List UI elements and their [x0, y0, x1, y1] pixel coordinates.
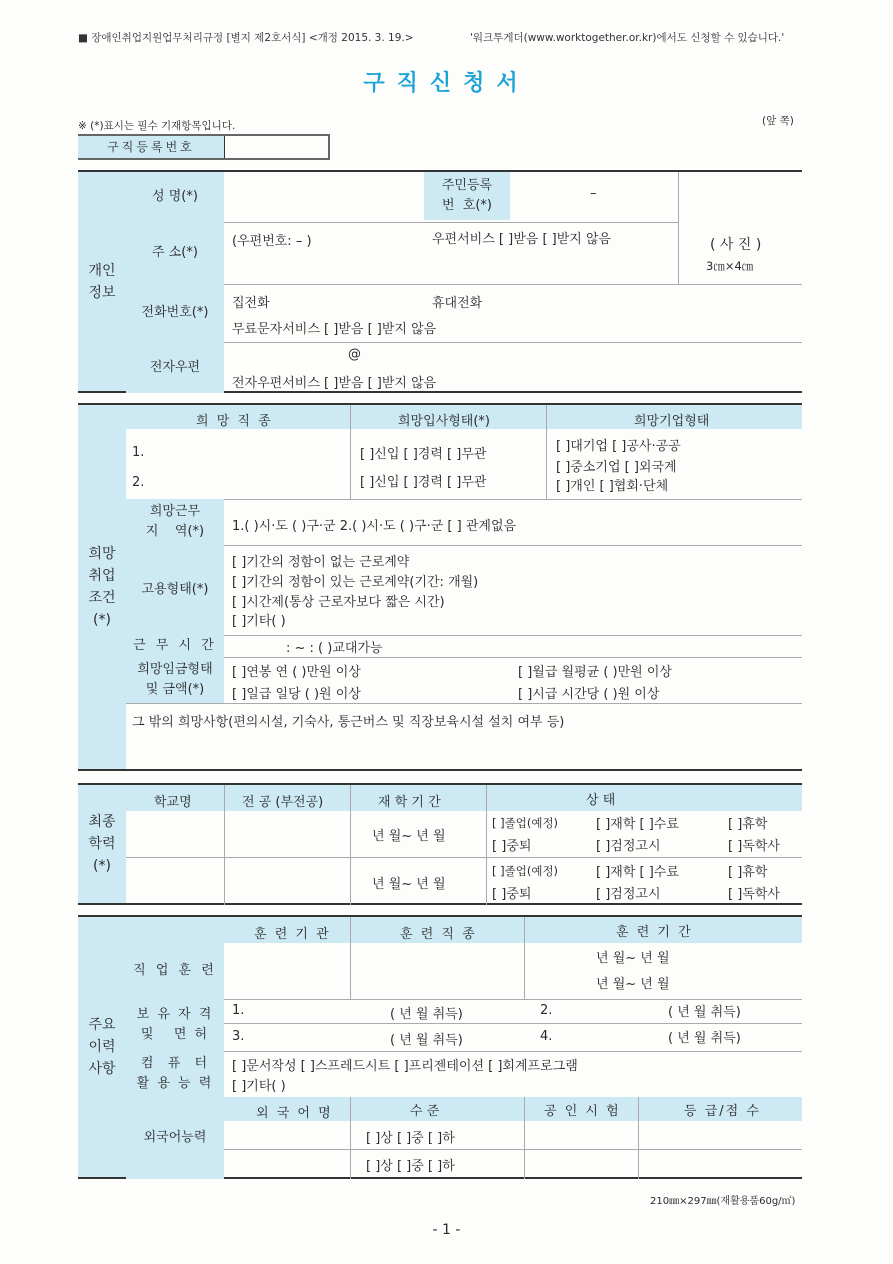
personal-section-label: 개인 정보 [78, 172, 126, 391]
edu-period-2[interactable]: 년 월~ 년 월 [372, 877, 446, 892]
online-notice: '워크투게더(www.worktogether.or.kr)에서도 신청할 수 있습니다.' [470, 32, 785, 44]
edu2-dropout[interactable]: [ ]중퇴 [492, 887, 532, 902]
cert-3[interactable]: 3. [232, 1029, 245, 1044]
mobile-phone[interactable]: 휴대전화 [432, 296, 483, 311]
career-section-label: 주요 이력 사항 [78, 917, 126, 1177]
edu-period-1[interactable]: 년 월~ 년 월 [372, 829, 446, 844]
hours-label: 근 무 시 간 [126, 635, 224, 657]
entry-2[interactable]: [ ]신입 [ ]경력 [ ]무관 [360, 475, 487, 490]
cert-3-date[interactable]: ( 년 월 취득) [390, 1033, 463, 1048]
col-test: 공 인 시 험 [544, 1104, 621, 1119]
other-requests[interactable]: 그 밖의 희망사항(편의시설, 기숙사, 통근버스 및 직장보육시설 설치 여부 등) [132, 715, 565, 730]
required-note: ※ (*)표시는 필수 기재항목입니다. [78, 120, 236, 132]
edu2-ged[interactable]: [ ]검정고시 [596, 887, 661, 902]
page-number: - 1 - [432, 1222, 461, 1238]
col-language: 외 국 어 명 [256, 1106, 333, 1121]
job-2[interactable]: 2. [132, 475, 145, 490]
name-label: 성 명(*) [126, 172, 224, 222]
enterprise-3[interactable]: [ ]개인 [ ]협회·단체 [556, 479, 669, 494]
edu1-graduated[interactable]: [ ]졸업(예정) [492, 816, 559, 830]
rrn-label: 주민등록 번 호(*) [424, 172, 510, 220]
computer-skills[interactable]: [ ]문서작성 [ ]스프레드시트 [ ]프리젠테이션 [ ]회계프로그램 [232, 1059, 578, 1074]
region-label: 희망근무 지 역(*) [126, 499, 224, 545]
wage-annual[interactable]: [ ]연봉 연 ( )만원 이상 [232, 665, 361, 680]
edu2-selfstudy[interactable]: [ ]독학사 [728, 887, 780, 902]
edu1-leave[interactable]: [ ]휴학 [728, 817, 768, 832]
emp-option-2[interactable]: [ ]기간의 정함이 있는 근로계약(기간: 개월) [232, 575, 479, 590]
col-level: 수 준 [410, 1104, 440, 1119]
enterprise-2[interactable]: [ ]중소기업 [ ]외국계 [556, 460, 677, 475]
edu1-enrolled[interactable]: [ ]재학 [ ]수료 [596, 817, 679, 832]
col-major: 전 공 (부전공) [242, 795, 324, 810]
home-phone[interactable]: 집전화 [232, 296, 270, 311]
computer-label: 컴 퓨 터 활 용 능 력 [126, 1051, 224, 1097]
rrn-dash: – [590, 186, 597, 201]
edu1-dropout[interactable]: [ ]중퇴 [492, 839, 532, 854]
front-page-label: (앞 쪽) [762, 115, 794, 127]
wage-label: 희망임금형태 및 금액(*) [126, 657, 224, 703]
emp-option-1[interactable]: [ ]기간의 정함이 없는 근로계약 [232, 555, 410, 570]
cert-4-date[interactable]: ( 년 월 취득) [668, 1031, 741, 1046]
conditions-section-label: 희망 취업 조건 (*) [78, 405, 126, 769]
regulation-header: ■ 장애인취업지원업무처리규정 [별지 제2호서식] <개정 2015. 3. 19.> [78, 32, 414, 44]
col-status: 상 태 [586, 793, 616, 808]
paper-spec: 210㎜×297㎜(재활용품60g/㎡) [650, 1196, 796, 1207]
education-section-label: 최종 학력 (*) [78, 785, 126, 903]
edu2-enrolled[interactable]: [ ]재학 [ ]수료 [596, 865, 679, 880]
postal-code[interactable]: (우편번호: – ) [232, 234, 312, 249]
enterprise-1[interactable]: [ ]대기업 [ ]공사·공공 [556, 439, 681, 454]
career-section [78, 915, 802, 1179]
name-input[interactable] [224, 172, 424, 222]
reg-no-input[interactable] [224, 136, 328, 158]
cert-label: 보 유 자 격 및 면 허 [126, 999, 224, 1051]
postal-service[interactable]: 우편서비스 [ ]받음 [ ]받지 않음 [432, 232, 612, 247]
email-at[interactable]: @ [348, 347, 361, 362]
col-entry: 희망입사형태(*) [398, 414, 490, 429]
col-period: 재 학 기 간 [378, 795, 441, 810]
col-enterprise: 희망기업형태 [634, 414, 710, 429]
emp-option-3[interactable]: [ ]시간제(통상 근로자보다 짧은 시간) [232, 595, 445, 610]
conditions-section [78, 403, 802, 771]
photo-label: ( 사 진 ) [710, 237, 762, 253]
education-section [78, 783, 802, 905]
address-label: 주 소(*) [126, 222, 224, 284]
col-training-period: 훈 련 기 간 [616, 925, 693, 940]
language-level-2[interactable]: [ ]상 [ ]중 [ ]하 [366, 1159, 455, 1174]
email-label: 전자우편 [126, 342, 224, 393]
sms-service[interactable]: 무료문자서비스 [ ]받음 [ ]받지 않음 [232, 322, 437, 337]
edu1-ged[interactable]: [ ]검정고시 [596, 839, 661, 854]
region-field[interactable]: 1.( )시·도 ( )구·군 2.( )시·도 ( )구·군 [ ] 관계없음 [232, 519, 517, 534]
col-training-type: 훈 련 직 종 [400, 927, 477, 942]
cert-1-date[interactable]: ( 년 월 취득) [390, 1007, 463, 1022]
cert-2[interactable]: 2. [540, 1003, 553, 1018]
entry-1[interactable]: [ ]신입 [ ]경력 [ ]무관 [360, 447, 487, 462]
employment-label: 고용형태(*) [126, 545, 224, 635]
page-title: 구직신청서 [363, 71, 530, 96]
language-level-1[interactable]: [ ]상 [ ]중 [ ]하 [366, 1131, 455, 1146]
edu2-graduated[interactable]: [ ]졸업(예정) [492, 864, 559, 878]
wage-monthly[interactable]: [ ]월급 월평균 ( )만원 이상 [518, 665, 672, 680]
hours-field[interactable]: : ~ : ( )교대가능 [286, 641, 383, 656]
col-grade: 등 급/점 수 [684, 1104, 761, 1119]
language-label: 외국어능력 [126, 1097, 224, 1179]
wage-daily[interactable]: [ ]일급 일당 ( )원 이상 [232, 687, 361, 702]
edu1-selfstudy[interactable]: [ ]독학사 [728, 839, 780, 854]
cert-4[interactable]: 4. [540, 1029, 553, 1044]
cert-2-date[interactable]: ( 년 월 취득) [668, 1005, 741, 1020]
wage-hourly[interactable]: [ ]시급 시간당 ( )원 이상 [518, 687, 660, 702]
emp-option-4[interactable]: [ ]기타( ) [232, 614, 286, 629]
training-period-1[interactable]: 년 월~ 년 월 [596, 951, 670, 966]
computer-other[interactable]: [ ]기타( ) [232, 1079, 286, 1094]
photo-size: 3㎝×4㎝ [706, 259, 754, 273]
edu2-leave[interactable]: [ ]휴학 [728, 865, 768, 880]
phone-label: 전화번호(*) [126, 284, 224, 342]
col-institution: 훈 련 기 관 [254, 927, 331, 942]
col-school: 학교명 [154, 795, 192, 810]
email-service[interactable]: 전자우편서비스 [ ]받음 [ ]받지 않음 [232, 376, 437, 391]
training-period-2[interactable]: 년 월~ 년 월 [596, 977, 670, 992]
training-label: 직 업 훈 련 [126, 943, 224, 999]
col-job: 희 망 직 종 [196, 414, 273, 429]
cert-1[interactable]: 1. [232, 1003, 245, 1018]
job-1[interactable]: 1. [132, 445, 145, 460]
reg-no-label: 구직등록번호 [78, 136, 224, 158]
personal-section [78, 170, 802, 393]
